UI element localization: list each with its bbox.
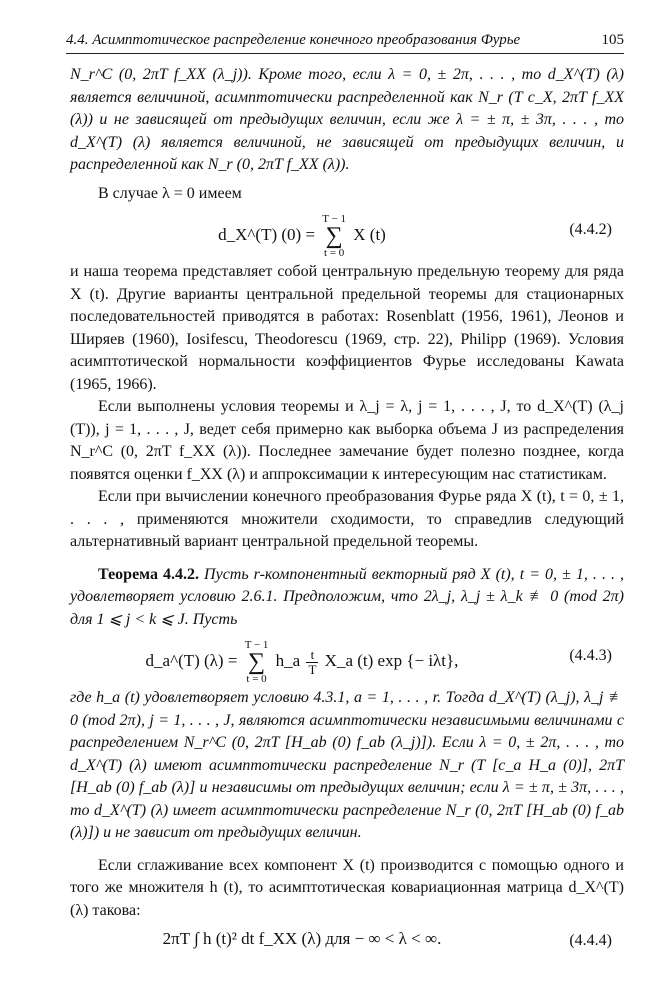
eq3-number: (4.4.4) bbox=[569, 932, 612, 949]
eq1-sum-lower: t = 0 bbox=[324, 247, 345, 259]
equation-4-4-2 bbox=[70, 205, 624, 261]
eq2-sum-upper: T − 1 bbox=[244, 639, 269, 651]
theorem-4-4-2 bbox=[70, 564, 624, 632]
eq1-lhs: d_X^(T) (0) = bbox=[218, 224, 316, 244]
equation-4-4-3 bbox=[70, 631, 624, 687]
paragraph-4: Если выполнены условия теоремы и λ_j = λ, j = 1, . . . , J, то d_X^(T) (λ_j (T)), j = 1, . . . , J, ведет себя примерно как выборка объема J из распределения N_r^C (0, 2πT f_XX (λ)). Последнее замечание будет полезно позднее, когда появятся оценки f_XX (λ) и аппроксимации к интересующим нас статистикам. bbox=[70, 398, 624, 483]
paragraph-1: N_r^C (0, 2πT f_XX (λ_j)). Кроме того, если λ = 0, ± 2π, . . . , то d_X^(T) (λ) является величиной, асимптотически распределенной как N_r (T c_X, 2πT f_XX (λ)) и не зависящей от предыдущих величин, если же λ = ± π, ± 3π, . . . , то d_X^(T) (λ) является величиной, не зависящей от предыдущих величин, и распределенной как N_r (0, 2πT f_XX (λ)). bbox=[70, 66, 624, 173]
body-text bbox=[70, 64, 624, 962]
eq2-sum: T − 1 ∑ t = 0 bbox=[244, 639, 269, 685]
eq2-rhs: X_a (t) exp {− iλt}, bbox=[324, 650, 459, 670]
theorem-statement: Пусть r-компонентный векторный ряд X (t), t = 0, ± 1, . . . , удовлетворяет условию 2.6.1. Предположим, что 2λ_j, λ_j ± λ_k ≢ 0 (mod 2π) для 1 ⩽ j < k ⩽ J. Пусть bbox=[70, 565, 625, 628]
eq2-frac-num: t bbox=[306, 648, 318, 663]
eq2-number: (4.4.3) bbox=[569, 647, 612, 664]
eq1-sum-upper: T − 1 bbox=[322, 213, 347, 225]
eq2-lhs: d_a^(T) (λ) = bbox=[145, 650, 238, 670]
equation-4-4-4 bbox=[70, 922, 624, 962]
eq1-number: (4.4.2) bbox=[569, 221, 612, 238]
paragraph-7: где h_a (t) удовлетворяет условию 4.3.1, a = 1, . . . , r. Тогда d_X^(T) (λ_j), λ_j ≢ 0 (mod 2π), j = 1, . . . , J, являются асимптотически независимыми величинами с распределением N_r^C (0, 2πT [H_ab (0) f_ab (λ_j)]). Если λ = 0, ± 2π, . . . , то d_X^(T) (λ) имеют асимптотически распределение N_r (T [c_a H_a (0)], 2πT [H_ab (0) f_ab (λ)] и независимы от предыдущих величин; если λ = ± π, ± 3π, . . . , то d_X^(T) (λ) имеет асимптотически распределение N_r (0, 2πT [H_ab (0) f_ab (λ)]) и не зависит от предыдущих величин. bbox=[70, 689, 624, 841]
page-number: 105 bbox=[601, 32, 624, 48]
theorem-title: Теорема 4.4.2. bbox=[98, 565, 199, 583]
eq3-body: 2πT ∫ h (t)² dt f_XX (λ) для − ∞ < λ < ∞. bbox=[162, 929, 442, 948]
eq2-frac-den: T bbox=[308, 661, 317, 677]
paragraph-5: Если при вычислении конечного преобразования Фурье ряда X (t), t = 0, ± 1, . . . , применяются множители сходимости, то справедлив следующий альтернативный вариант центральной предельной теоремы. bbox=[70, 488, 624, 550]
running-title: 4.4. Асимптотическое распределение конечного преобразования Фурье bbox=[66, 32, 521, 48]
eq1-sum: T − 1 ∑ t = 0 bbox=[322, 213, 347, 259]
eq2-sum-lower: t = 0 bbox=[246, 673, 267, 685]
paragraph-3: и наша теорема представляет собой центральную предельную теорему для ряда X (t). Другие варианты центральной предельной теоремы для стационарных последовательностей приводятся в работах: Rosenblatt (1956, 1961), Леонов и Ширяев (1960), Iosifescu, Theodorescu (1969, стр. 22), Philipp (1969). Условия асимптотической нормальности коэффициентов Фурье исследованы Kawata (1965, 1966). bbox=[70, 263, 624, 393]
eq1-rhs: X (t) bbox=[353, 224, 386, 244]
eq2-h: h_a bbox=[275, 650, 301, 670]
running-header bbox=[66, 32, 624, 54]
paragraph-2: В случае λ = 0 имеем bbox=[98, 184, 242, 202]
paragraph-8: Если сглаживание всех компонент X (t) производится с помощью одного и того же множителя h (t), то асимптотическая ковариационная матрица d_X^(T) (λ) такова: bbox=[70, 856, 624, 919]
eq2-fraction bbox=[306, 648, 318, 677]
